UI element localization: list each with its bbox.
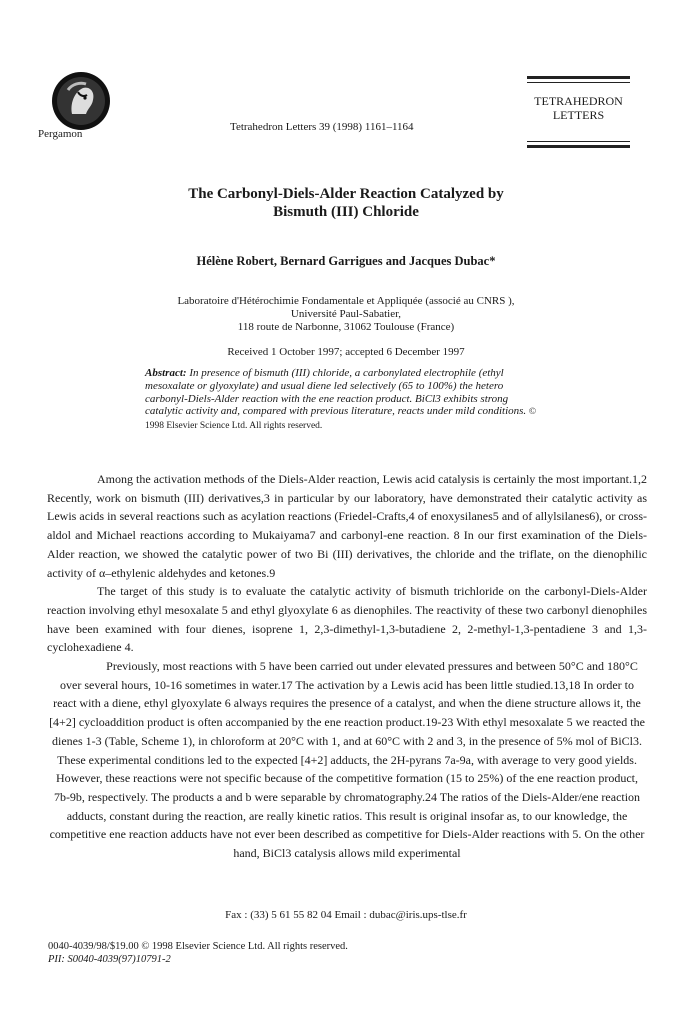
header-rule: [527, 145, 630, 148]
article-title: [0, 185, 692, 221]
body-paragraph: Among the activation methods of the Diels-Alder reaction, Lewis acid catalysis is certainly the most important.1,2 Recently, work on bismuth (III) derivatives,3 in particular by our laboratory, have demonstrated their catalytic activity as Lewis acids in several reactions such as acylation reactions (Friedel-Crafts,4 of enoxysilanes5 and of allylsilanes6), or cross-aldol and Michael reactions according to Mukaiyama7 and carbonyl-ene reaction. 8 In our first examination of the Diels-Alder reaction, we showed the catalytic power of two Bi (III) derivatives, the chloride and the triflate, on the dienophilic activity of α–ethylenic aldehydes and ketones.9: [47, 472, 647, 580]
copyright-footer: [48, 940, 348, 966]
journal-name: [527, 94, 630, 122]
journal-name-line: TETRAHEDRON: [534, 94, 623, 108]
received-dates: Received 1 October 1997; accepted 6 December 1997: [227, 346, 465, 358]
corresponding-author-contact: Fax : (33) 5 61 55 82 04 Email : dubac@iris.ups-tlse.fr: [225, 909, 467, 921]
journal-name-line: LETTERS: [552, 108, 605, 122]
body-text: [47, 470, 647, 863]
affiliation-line: Laboratoire d'Hétérochimie Fondamentale et Appliquée (associé au CNRS ),: [177, 295, 515, 307]
header-rule: [527, 82, 630, 83]
affiliation-line: 118 route de Narbonne, 31062 Toulouse (France): [237, 321, 455, 333]
publisher-name: Pergamon: [38, 128, 83, 140]
issn-line: 0040-4039/98/$19.00 © 1998 Elsevier Science Ltd. All rights reserved.: [48, 941, 348, 952]
journal-citation: Tetrahedron Letters 39 (1998) 1161–1164: [230, 121, 414, 133]
author-list: Hélène Robert, Bernard Garrigues and Jacques Dubac*: [196, 254, 496, 268]
affiliation: [0, 295, 692, 334]
body-paragraph: Previously, most reactions with 5 have been carried out under elevated pressures and between 50°C and 180°C over several hours, 10-16 sometimes in water.17 The activation by a Lewis acid has been little studied.13,18 In order to react with a diene, ethyl glyoxylate 6 always requires the presence of a catalyst, and when the diene structure allows it, the [4+2] cycloaddition product is often accompanied by the ene reaction product.19-23 With ethyl mesoxalate 5 we reacted the dienes 1-3 (Table, Scheme 1), in chloroform at 20°C with 1, and at 60°C with 2 and 3, in the presence of 5% mol of BiCl3. These experimental conditions led to the expected [4+2] adducts, the 2H-pyrans 7a-9a, with average to very good yields. However, these reactions were not specific because of the competitive formation (15 to 25%) of the ene reaction product, 7b-9b, respectively. The products a and b were separable by chromatography.24 The ratios of the Diels-Alder/ene reaction adducts, constant during the reaction, are really kinetic ratios. This result is original insofar as, to our knowledge, the competitive ene reaction adducts have not ever been described as competitive for Diels-Alder reactions with 5. On the other hand, BiCl3 catalysis allows mild experimental: [49, 659, 645, 861]
abstract: [145, 367, 545, 433]
header-rule: [527, 141, 630, 142]
affiliation-line: Université Paul-Sabatier,: [290, 308, 402, 320]
header-rule: [527, 76, 630, 79]
body-paragraph: The target of this study is to evaluate the catalytic activity of bismuth trichloride on the carbonyl-Diels-Alder reaction involving ethyl mesoxalate 5 and ethyl glyoxylate 6 as dienophiles. The reactivity of these two carbonyl dienophiles have been examined with four dienes, isoprene 1, 2,3-dimethyl-1,3-butadiene 2, 2-methyl-1,3-pentadiene 3 and 1,3-cyclohexadiene 4.: [47, 584, 647, 655]
title-line: Bismuth (III) Chloride: [273, 204, 419, 220]
elsevier-tree-logo: [50, 70, 112, 132]
title-line: The Carbonyl-Diels-Alder Reaction Catalyzed by: [188, 186, 504, 202]
abstract-text: In presence of bismuth (III) chloride, a carbonylated electrophile (ethyl mesoxalate or glyoxylate) and usual diene led selectively (65 to 100%) the hetero carbonyl-Diels-Alder reaction with the ene reaction product. BiCl3 exhibits strong catalytic activity and, compared with previous literature, reacts under mild conditions.: [145, 367, 527, 418]
pii-line: PII: S0040-4039(97)10791-2: [48, 954, 171, 965]
abstract-copyright: © 1998 Elsevier Science Ltd. All rights reserved.: [145, 407, 537, 432]
abstract-label: Abstract:: [145, 367, 187, 379]
